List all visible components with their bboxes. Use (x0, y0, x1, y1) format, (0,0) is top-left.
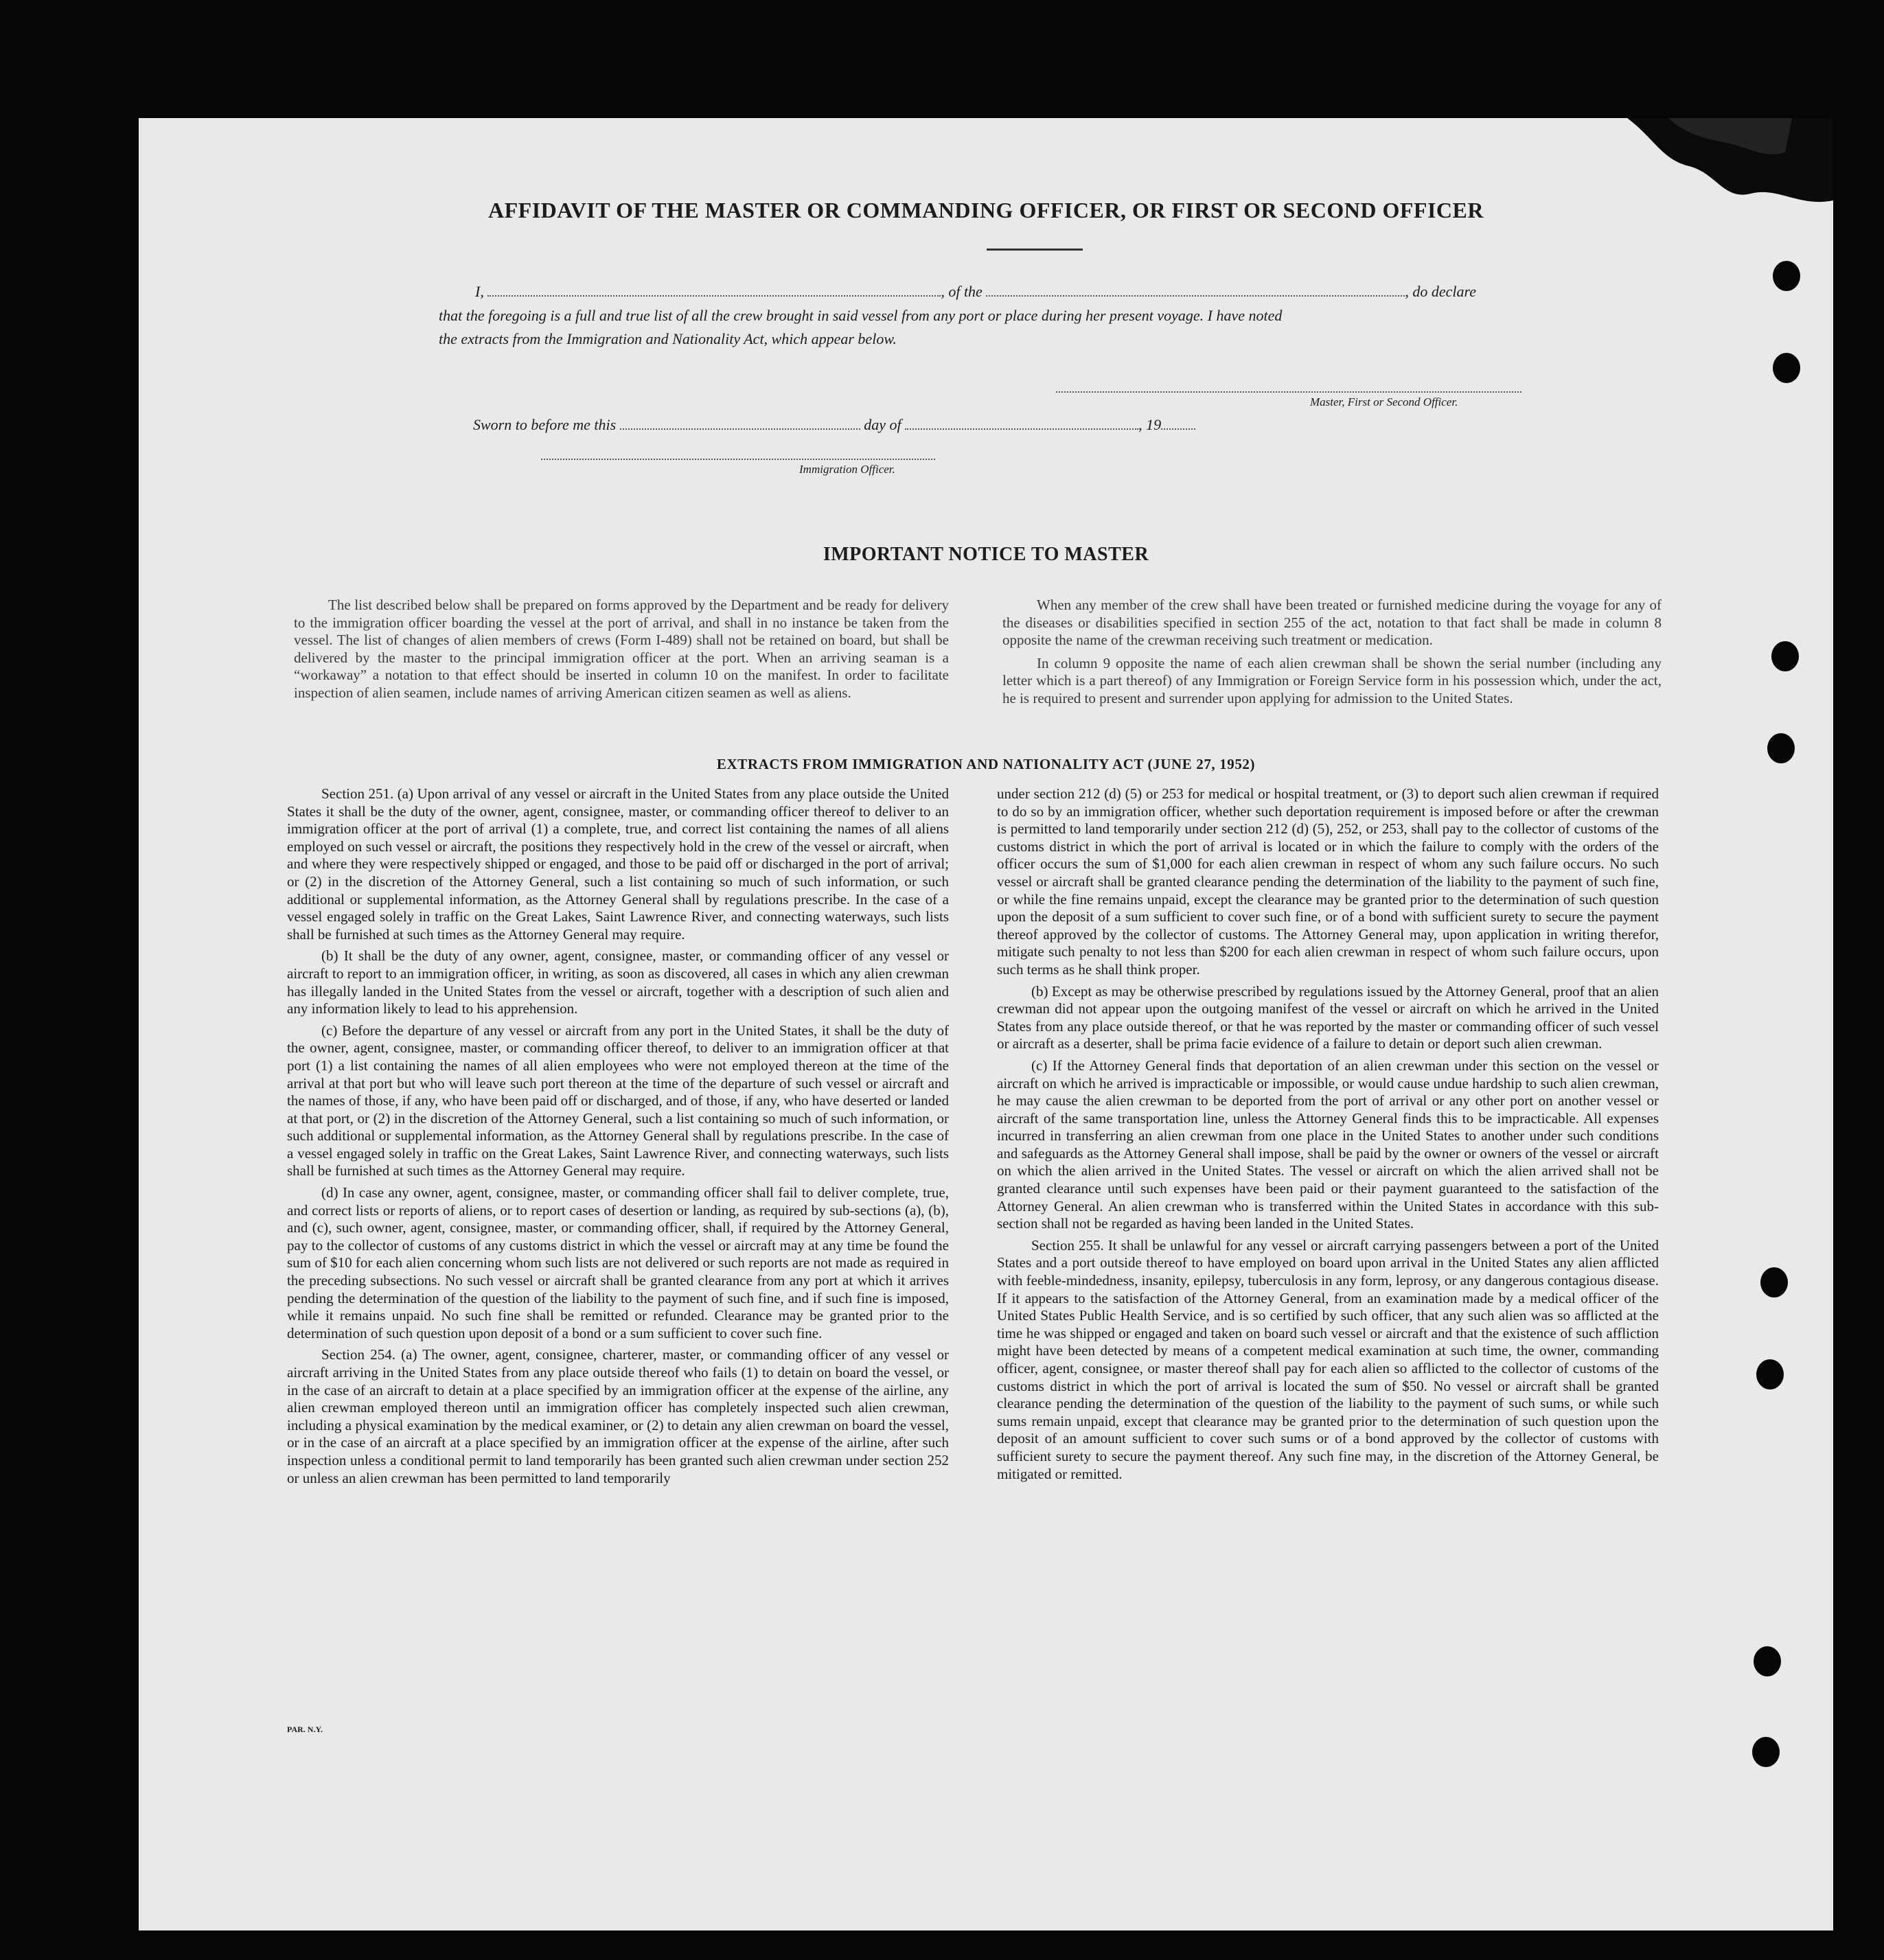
master-caption: Master, First or Second Officer. (1310, 395, 1458, 408)
law-paragraph: (c) Before the departure of any vessel or aircraft from any port in the United States, it shall be the duty of the owner, agent, consignee, master, or commanding officer thereof, to deliver to an immigration officer at that port (1) a list containing the names of all alien employees who were not employed thereon at the time of the arrival at that port but who will leave such port thereon at the time of the departure of such vessel or aircraft and the names of those, if any, who have been paid off or discharged, and of those, if any, who have deserted or landed at that port, or (2) in the discretion of the Attorney General, such a list containing so much of such information, or such additional or supplemental information, as the Attorney General shall by regulations prescribe. In the case of a vessel engaged solely in traffic on the Great Lakes, Saint Lawrence River, and connecting waterways, such lists shall be furnished at such times as the Attorney General may require. (287, 1022, 949, 1179)
declaration-line-1 (475, 279, 1476, 301)
binder-hole (1752, 1737, 1780, 1767)
extracts-title: EXTRACTS FROM IMMIGRATION AND NATIONALITY ACT (JUNE 27, 1952) (716, 756, 1256, 772)
declaration-line-3: the extracts from the Immigration and Nationality Act, which appear below. (439, 330, 897, 347)
i-label: I, (475, 283, 484, 300)
officer-signature-line[interactable] (541, 459, 935, 460)
sworn-line (473, 412, 1195, 434)
affidavit-title: AFFIDAVIT OF THE MASTER OR COMMANDING OFFICER, OR FIRST OR SECOND OFFICER (488, 198, 1484, 222)
notice-left-column (294, 597, 949, 708)
law-paragraph: (b) Except as may be otherwise prescribed by regulations issued by the Attorney General, proof that an alien crewman did not appear upon the outgoing manifest of the vessel or aircraft on which he arrived in the United States from any place outside thereof, or that he was reported by the master or commanding officer of such vessel or aircraft as a deserter, shall be prima facie evidence of a failure to detain or deport such alien crewman. (997, 982, 1659, 1052)
binder-hole (1754, 1646, 1781, 1676)
law-paragraph: Section 255. It shall be unlawful for any vessel or aircraft carrying passengers between a port of the United States and a port outside thereof to have employed on board upon arrival in the United States any alien afflicted with feeble-mindedness, insanity, epilepsy, tuberculosis in any form, leprosy, or any dangerous contagious disease. If it appears to the satisfaction of the Attorney General, from an examination made by a medical officer of the United States Public Health Service, and is so certified by such officer, that any such alien was so afflicted at the time he was shipped or engaged and taken on board such vessel or aircraft and that the existence of such affliction might have been detected by means of a competent medical examination at such time, the owner, commanding officer, agent, consignee, or master thereof shall pay for each alien so afflicted to the collector of customs of the customs district in which the port of arrival is located the sum of $50. No vessel or aircraft shall be granted clearance pending the determination of the question of the liability to the payment of such sums, or while such sums remain unpaid, except that clearance may be granted prior to the determination of such question upon the deposit of an amount sufficient to cover such sums or of a bond approved by the collector of customs with sufficient surety to secure the payment thereof. Any such fine may, in the discretion of the Attorney General, be mitigated or remitted. (997, 1236, 1659, 1482)
law-right-column (997, 785, 1659, 1487)
day-of-label: day of (864, 416, 901, 433)
binder-hole (1773, 261, 1800, 291)
year-label: , 19 (1138, 416, 1162, 433)
sworn-label: Sworn to before me this (473, 416, 617, 433)
master-signature-line[interactable] (1056, 391, 1521, 393)
declaration-line-2: that the foregoing is a full and true list of all the crew brought in said vessel from any port or place during her present voyage. I have noted (439, 307, 1283, 324)
law-left-column (287, 785, 949, 1491)
notice-right-paragraph-2: In column 9 opposite the name of each alien crewman shall be shown the serial number (including any letter which is a part thereof) of any Immigration or Foreign Service form in his possession which, under the act, he is required to present and surrender upon applying for admission to the United States. (1002, 654, 1662, 706)
notice-title: IMPORTANT NOTICE TO MASTER (823, 544, 1149, 565)
vessel-field[interactable] (986, 279, 1405, 297)
notice-right-column (1002, 597, 1662, 713)
printer-mark: PAR. N.Y. (287, 1725, 323, 1734)
sworn-day-field[interactable] (620, 412, 860, 430)
title-divider (987, 249, 1083, 251)
law-paragraph: under section 212 (d) (5) or 253 for medical or hospital treatment, or (3) to deport such alien crewman if required to do so by an immigration officer, whether such deportation requirement is imposed before or after the crewman is permitted to land temporarily under section 212 (d) (5), 252, or 253, shall pay to the collector of customs of the customs district in which the port of arrival is located or in which the failure to comply with the orders of the officer occurs the sum of $1,000 for each alien crewman in respect of whom any such failure occurs. No such vessel or aircraft shall be granted clearance pending the determination of the liability to the payment of such fine, or while the fine remains unpaid, except the clearance may be granted prior to the determination of such question upon the deposit of a sum sufficient to cover such fine, or of a bond with sufficient surety to secure the payment thereof approved by the collector of customs. The Attorney General may, upon application in writing therefor, mitigate such penalty to not less than $200 for each alien crewman in respect of whom such failure occurs, upon such terms as he shall think proper. (997, 785, 1659, 978)
law-paragraph: (d) In case any owner, agent, consignee, master, or commanding officer shall fail to deliver complete, true, and correct lists or reports of aliens, or to report cases of desertion or landing, as required by sub-sections (a), (b), and (c), such owner, agent, consignee, master, or commanding officer, shall, if required by the Attorney General, pay to the collector of customs of any customs district in which the vessel or aircraft may at any time be found the sum of $10 for each alien concerning whom such lists are not delivered or such reports are not made as required in the preceding subsections. No such vessel or aircraft shall be granted clearance from any port at which it arrives pending the determination of the question of the liability to the payment of such fine, and if such fine is imposed, while it remains unpaid. No such fine shall be remitted or refunded. Clearance may be granted prior to the determination of such question upon deposit of a bond or a sum sufficient to cover such fine. (287, 1184, 949, 1341)
of-the-label: , of the (941, 283, 983, 300)
law-paragraph: (c) If the Attorney General finds that deportation of an alien crewman under this section on the vessel or aircraft on which he arrived is impracticable or impossible, or would cause undue hardship to such alien crewman, he may cause the alien crewman to be deported from the port of arrival or any other port on another vessel or aircraft of the same transportation line, unless the Attorney General finds this to be impracticable. All expenses incurred in transferring an alien crewman from one place in the United States to another under such conditions and safeguards as the Attorney General shall impose, shall be paid by the owner or owners of the vessel or aircraft on which the alien arrived in the United States. The vessel or aircraft on which the alien arrived shall not be granted clearance until such expenses have been paid or their payment guaranteed to the satisfaction of the Attorney General. An alien crewman who is transferred within the United States in accordance with this sub-section shall not be regarded as having been landed in the United States. (997, 1057, 1659, 1232)
notice-right-paragraph-1: When any member of the crew shall have been treated or furnished medicine during the voyage for any of the diseases or disabilities specified in section 255 of the act, notation to that fact shall be made in column 8 opposite the name of the crewman receiving such treatment or medication. (1002, 597, 1662, 649)
sworn-month-field[interactable] (905, 412, 1138, 430)
law-paragraph: (b) It shall be the duty of any owner, agent, consignee, master, or commanding officer of any vessel or aircraft to report to an immigration officer, in writing, as soon as discovered, all cases in which any alien crewman has illegally landed in the United States from the vessel or aircraft, together with a description of such alien and any information likely to lead to his apprehension. (287, 947, 949, 1017)
document-page (139, 118, 1833, 1930)
binder-hole (1771, 641, 1799, 671)
binder-hole (1773, 353, 1800, 383)
law-paragraph: Section 254. (a) The owner, agent, consignee, charterer, master, or commanding officer of any vessel or aircraft arriving in the United States from any place outside thereof who fails (1) to detain on board the vessel, or in the case of an aircraft to detain at a place specified by an immigration officer at the expense of the airline, any alien crewman employed thereon until an immigration officer has completely inspected such alien crewman, including a physical examination by the medical examiner, or (2) to detain any alien crewman on board the vessel, or in the case of an aircraft at a place specified by an immigration officer at the expense of the airline, after such inspection unless a conditional permit to land temporarily has been granted such alien crewman under section 252 or unless an alien crewman has been permitted to land temporarily (287, 1346, 949, 1486)
notice-left-paragraph: The list described below shall be prepared on forms approved by the Department and be ready for delivery to the immigration officer boarding the vessel at the port of arrival, and shall in no instance be taken from the vessel. The list of changes of alien members of crews (Form I-489) shall not be retained on board, but shall be delivered by the master to the principal immigration officer at the port. When an arriving seaman is a “workaway” a notation to that effect should be inserted in column 10 on the manifest. In order to facilitate inspection of alien seamen, include names of arriving American citizen seamen as well as aliens. (294, 597, 949, 701)
binder-hole (1756, 1359, 1784, 1390)
binder-hole (1760, 1267, 1788, 1298)
law-paragraph: Section 251. (a) Upon arrival of any vessel or aircraft in the United States from any place outside the United States it shall be the duty of the owner, agent, consignee, master, or commanding officer thereof to deliver to an immigration officer at the port of arrival (1) a complete, true, and correct list containing the names of all aliens employed on such vessel or aircraft, the positions they respectively hold in the crew of the vessel or aircraft, when and where they were respectively shipped or engaged, and those to be paid off or discharged in the port of arrival; or (2) in the discretion of the Attorney General, such a list containing so much of such information, or such additional or supplemental information, as the Attorney General shall by regulations prescribe. In the case of a vessel engaged solely in traffic on the Great Lakes, Saint Lawrence River, and connecting waterways, such lists shall be furnished at such times as the Attorney General may require. (287, 785, 949, 943)
name-field[interactable] (487, 279, 941, 297)
do-declare-label: , do declare (1405, 283, 1476, 300)
officer-caption: Immigration Officer. (799, 463, 895, 476)
sworn-year-field[interactable] (1161, 412, 1195, 430)
